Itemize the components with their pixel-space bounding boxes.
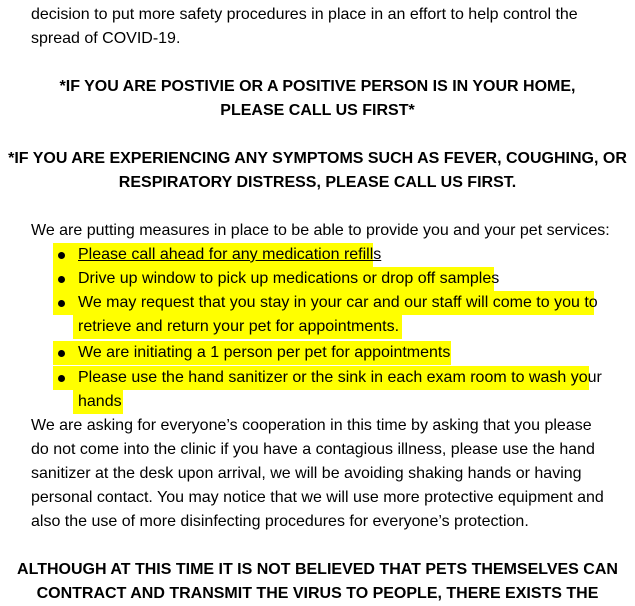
closing-notice-line: CONTRACT AND TRANSMIT THE VIRUS TO PEOPLE, THERE EXISTS THE: [36, 585, 599, 602]
bullet-icon: [58, 276, 65, 283]
list-item-text: We may request that you stay in your car and our staff will come to you to: [78, 294, 598, 311]
cooperation-line: personal contact. You may notice that we will use more protective equipment and: [31, 489, 604, 506]
list-item-text: Drive up window to pick up medications or drop off samples: [78, 270, 500, 287]
closing-notice-line: ALTHOUGH AT THIS TIME IT IS NOT BELIEVED THAT PETS THEMSELVES CAN: [17, 561, 618, 578]
list-item-text: Please call ahead for any medication refills: [78, 246, 382, 263]
cooperation-line: also the use of more disinfecting procedures for everyone’s protection.: [31, 513, 529, 530]
list-item-text: Please use the hand sanitizer or the sink in each exam room to wash your: [78, 369, 602, 386]
notice-positive-line: PLEASE CALL US FIRST*: [220, 102, 415, 119]
list-item-text: hands: [78, 393, 122, 410]
bullet-icon: [58, 252, 65, 259]
list-item-text: retrieve and return your pet for appointments.: [78, 318, 400, 335]
cooperation-line: do not come into the clinic if you have a contagious illness, please use the hand: [31, 441, 595, 458]
bullet-icon: [58, 350, 65, 357]
measures-intro: We are putting measures in place to be able to provide you and your pet services:: [31, 222, 610, 239]
cooperation-line: We are asking for everyone’s cooperation in this time by asking that you please: [31, 417, 592, 434]
cooperation-line: sanitizer at the desk upon arrival, we will be avoiding shaking hands or having: [31, 465, 582, 482]
notice-symptoms-line: *IF YOU ARE EXPERIENCING ANY SYMPTOMS SUCH AS FEVER, COUGHING, OR: [8, 150, 627, 167]
notice-positive-line: *IF YOU ARE POSTIVIE OR A POSITIVE PERSON IS IN YOUR HOME,: [59, 78, 576, 95]
bullet-icon: [58, 300, 65, 307]
bullet-icon: [58, 375, 65, 382]
intro-line: spread of COVID-19.: [31, 30, 181, 47]
intro-line: decision to put more safety procedures in place in an effort to help control the: [31, 6, 578, 23]
notice-symptoms-line: RESPIRATORY DISTRESS, PLEASE CALL US FIRST.: [118, 174, 517, 191]
list-item-text: We are initiating a 1 person per pet for appointments: [78, 344, 451, 361]
